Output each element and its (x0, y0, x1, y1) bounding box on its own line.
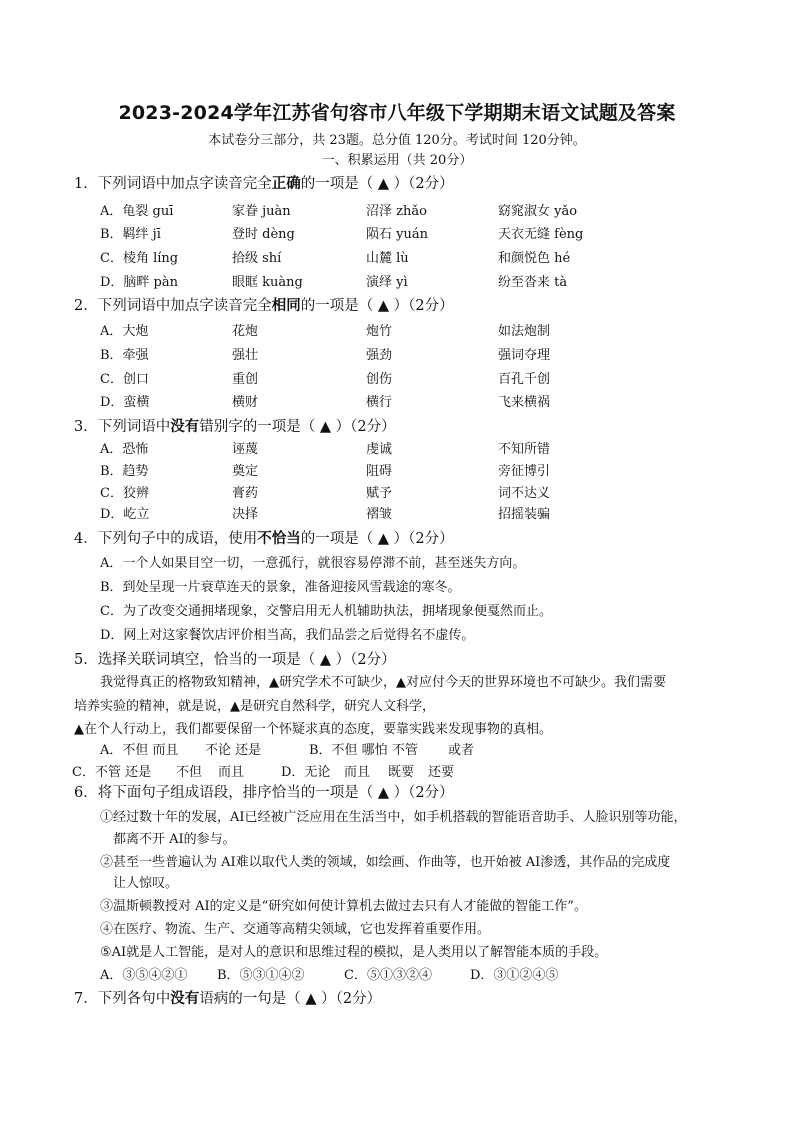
passage-line: 培养实验的精神，就是说，▲是研究自然科学，研究人文科学， (74, 699, 435, 714)
choice-d-part: 既要 (388, 765, 415, 780)
option-cell: 家眷 juàn (232, 204, 291, 219)
option-cell: 横行 (366, 395, 393, 410)
option-cell: 不知所错 (498, 442, 551, 457)
choice-a: A．不但 而且 (100, 743, 179, 758)
option-cell: 词不达义 (498, 486, 551, 501)
emphasis: 没有 (170, 990, 200, 1007)
option-cell: 飞来横祸 (498, 395, 551, 410)
choice-c-part: 不但 (176, 765, 203, 780)
option-sentence: B．到处呈现一片衰草连天的景象，准备迎接风雪载途的寒冬。 (100, 580, 461, 595)
sentence-4: ④在医疗、物流、生产、交通等高精尖领域，它也发挥着重要作用。 (100, 922, 491, 937)
option-cell: A．恐怖 (100, 442, 149, 457)
option-cell: D．屹立 (100, 507, 150, 522)
option-cell: D．脑畔 pàn (100, 275, 179, 290)
page-title: 2023-2024学年江苏省句容市八年级下学期期末语文试题及答案 (118, 102, 676, 124)
passage-line: ▲在个人行动上，我们都要保留一个怀疑求真的态度，要靠实践来发现事物的真相。 (74, 722, 552, 737)
choice-a: A．③⑤④②① (100, 968, 188, 983)
option-cell: 和颜悦色 hé (498, 251, 571, 266)
question-7-stem: 7．下列各句中没有语病的一句是（ ▲ ）（2分） (74, 990, 382, 1007)
option-cell: 花炮 (232, 324, 259, 339)
sentence-2: ②甚至一些普遍认为 AI难以取代人类的领域，如绘画、作曲等，也开始被 AI渗透，其作品的完成度 (100, 855, 671, 870)
choice-d: D．无论 (281, 765, 331, 780)
sentence-1: ①经过数十年的发展，AI已经被广泛应用在生活当中，如手机搭载的智能语音助手、人脸识别等功能， (100, 810, 687, 825)
option-cell: A．大炮 (100, 324, 149, 339)
sentence-5: ⑤AI就是人工智能，是对人的意识和思维过程的模拟，是人类用以了解智能本质的手段。 (100, 945, 608, 960)
choice-a-part: 不论 还是 (205, 743, 262, 758)
option-cell: 强壮 (232, 348, 259, 363)
option-cell: C．棱角 líng (100, 251, 179, 266)
question-4-stem: 4．下列句子中的成语，使用不恰当的一项是（ ▲ ）（2分） (74, 530, 454, 547)
choice-c: C．⑤①③②④ (344, 968, 432, 983)
question-5-stem: 5．选择关联词填空，恰当的一项是（ ▲ ）（2分） (74, 652, 396, 668)
option-cell: 天衣无缝 fèng (498, 227, 584, 242)
option-cell: 招摇装骗 (498, 507, 551, 522)
option-cell: 强词夺理 (498, 348, 551, 363)
question-2-stem: 2．下列词语中加点字读音完全相同的一项是（ ▲ ）（2分） (74, 297, 454, 314)
option-cell: B．趋势 (100, 464, 149, 479)
option-cell: 窈窕淑女 yǎo (498, 204, 578, 219)
question-3-stem: 3．下列词语中没有错别字的一项是（ ▲ ）（2分） (74, 418, 396, 435)
passage-line: 我觉得真正的格物致知精神，▲研究学术不可缺少，▲对应付今天的世界环境也不可缺少。我们需要 (100, 675, 666, 690)
choice-d-part: 而且 (344, 765, 371, 780)
option-sentence: C．为了改变交通拥堵现象，交警启用无人机辅助执法，拥堵现象便戛然而止。 (100, 604, 552, 619)
option-cell: 演绎 yì (366, 275, 408, 290)
option-cell: C．狡辨 (100, 486, 149, 501)
option-cell: B．牵强 (100, 348, 149, 363)
option-cell: 强劲 (366, 348, 393, 363)
emphasis: 没有 (170, 418, 200, 435)
option-cell: B．羁绊 jī (100, 227, 161, 242)
choice-b: B．不但 哪怕 不管 (309, 743, 418, 758)
option-cell: 创伤 (366, 372, 393, 387)
option-cell: 纷至沓来 tà (498, 275, 568, 290)
emphasis: 正确 (271, 175, 301, 192)
option-cell: 诬蔑 (232, 442, 259, 457)
option-cell: D．蛮横 (100, 395, 150, 410)
sentence-2-cont: 让人惊叹。 (113, 876, 179, 891)
exam-intro: 本试卷分三部分，共 23题。总分值 120分。考试时间 120分钟。 (208, 133, 586, 148)
option-cell: 旁征博引 (498, 464, 551, 479)
option-cell: 陨石 yuán (366, 227, 428, 242)
choice-b: B．⑤③①④② (217, 968, 305, 983)
option-cell: 赋予 (366, 486, 393, 501)
choice-d: D．③①②④⑤ (470, 968, 559, 983)
option-cell: 膏药 (232, 486, 259, 501)
option-cell: 褶皱 (366, 507, 393, 522)
option-cell: 山麓 lù (366, 251, 409, 266)
option-cell: C．创口 (100, 372, 149, 387)
option-cell: A．龟裂 guī (100, 204, 174, 219)
option-cell: 百孔千创 (498, 372, 551, 387)
option-cell: 如法炮制 (498, 324, 551, 339)
option-cell: 沼泽 zhǎo (366, 204, 427, 219)
sentence-3: ③温斯顿教授对 AI的定义是“研究如何使计算机去做过去只有人才能做的智能工作”。 (100, 899, 587, 914)
option-cell: 横财 (232, 395, 259, 410)
section-heading: 一、积累运用（共 20分） (321, 153, 473, 168)
option-cell: 虔诚 (366, 442, 393, 457)
question-1-stem: 1．下列词语中加点字读音完全正确的一项是（ ▲ ）（2分） (74, 175, 454, 192)
sentence-1-cont: 都离不开 AI的参与。 (113, 832, 236, 847)
option-cell: 炮竹 (366, 324, 393, 339)
emphasis: 相同 (271, 297, 301, 314)
option-cell: 登时 dèng (232, 227, 295, 242)
option-cell: 重创 (232, 372, 259, 387)
option-cell: 决择 (232, 507, 259, 522)
choice-c: C．不管 还是 (72, 765, 152, 780)
option-sentence: D．网上对这家餐饮店评价相当高，我们品尝之后觉得名不虚传。 (100, 628, 475, 643)
choice-b-part: 或者 (448, 743, 475, 758)
option-cell: 阻碍 (366, 464, 393, 479)
question-6-stem: 6．将下面句子组成语段，排序恰当的一项是（ ▲ ）（2分） (74, 785, 454, 801)
option-cell: 拾级 shí (232, 251, 282, 266)
choice-d-part: 还要 (428, 765, 455, 780)
option-sentence: A．一个人如果目空一切，一意孤行，就很容易停滞不前，甚至迷失方向。 (100, 556, 526, 571)
choice-c-part: 而且 (218, 765, 245, 780)
emphasis: 不恰当 (257, 530, 301, 547)
option-cell: 奠定 (232, 464, 259, 479)
option-cell: 眼眶 kuàng (232, 275, 303, 290)
